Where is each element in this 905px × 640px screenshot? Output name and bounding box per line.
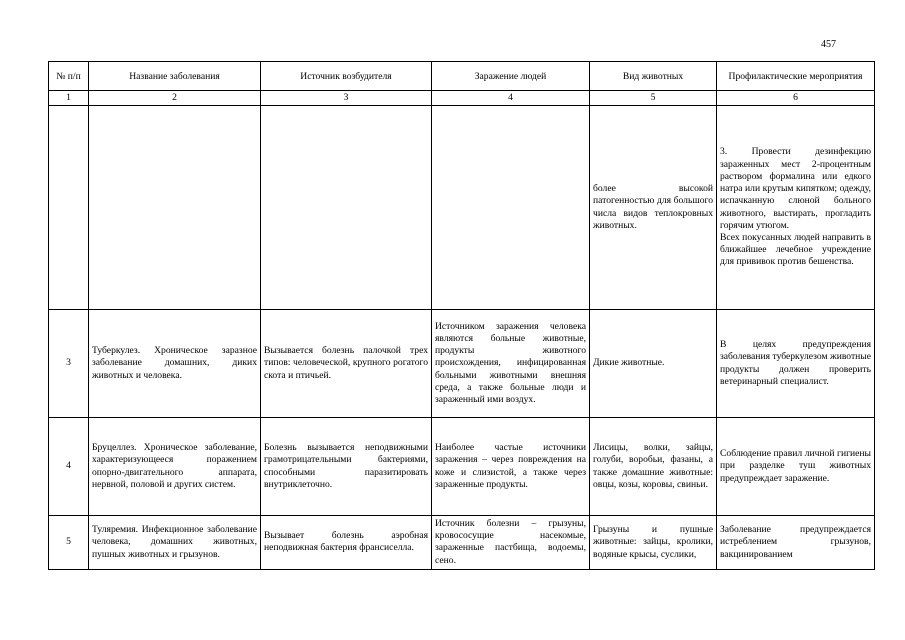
table-row — [49, 106, 875, 310]
row-number: 5 — [49, 516, 89, 570]
row-number: 4 — [49, 418, 89, 516]
disease-cell: Бруцеллез. Хроническое заболевание, характеризующееся поражением опорно-двигательного аппарата, нервной, половой и других систем. — [89, 418, 261, 516]
table-row — [49, 516, 875, 570]
header-number: № п/п — [49, 62, 89, 91]
source-cell: Болезнь вызывается неподвижными грамотрицательными бактериями, способными паразитировать внутриклеточно. — [261, 418, 432, 516]
animals-cell: Дикие животные. — [590, 310, 717, 418]
header-prevention: Профилактические мероприятия — [717, 62, 875, 91]
infection-cell: Источник болезни – грызуны, кровососущие насекомые, зараженные пастбища, водоемы, сено. — [432, 516, 590, 570]
prevention-cell: Заболевание предупреждается истреблением грызунов, вакцинированием — [717, 516, 875, 570]
prevention-cell: Соблюдение правил личной гигиены при разделке туш животных предупреждает заражение. — [717, 418, 875, 516]
disease-cell — [89, 106, 261, 310]
disease-table — [48, 61, 875, 570]
column-number: 6 — [717, 91, 875, 106]
prevention-cell — [717, 106, 875, 310]
prevention-paragraph: Всех покусанных людей направить в ближайшее лечебное учреждение для прививок против бешенства. — [720, 231, 871, 268]
column-number: 2 — [89, 91, 261, 106]
animals-cell: более высокой патогенностью для большого числа видов теплокровных животных. — [590, 106, 717, 310]
source-cell: Вызывается болезнь палочкой трех типов: человеческой, крупного рогатого скота и птичьей. — [261, 310, 432, 418]
page-number: 457 — [821, 39, 836, 50]
animals-cell: Лисицы, волки, зайцы, голуби, воробьи, фазаны, а также домашние животные: овцы, козы, коровы, свиньи. — [590, 418, 717, 516]
header-row — [49, 62, 875, 91]
header-animals: Вид животных — [590, 62, 717, 91]
row-number: 3 — [49, 310, 89, 418]
column-number-row — [49, 91, 875, 106]
prevention-paragraph: 3. Провести дезинфекцию зараженных мест 2-процентным раствором формалина или едкого натра или крутым кипятком; одежду, испачканную слюной больного животного, выстирать, прогладить горячим утюгом. — [720, 146, 871, 231]
header-disease: Название заболевания — [89, 62, 261, 91]
source-cell — [261, 106, 432, 310]
infection-cell: Источником заражения человека являются больные животные, продукты животного происхождения, инфицированная больными животными внешняя среда, а также больные люди и зараженный ими воздух. — [432, 310, 590, 418]
disease-cell: Туляремия. Инфекционное заболевание человека, домашних животных, пушных животных и грызунов. — [89, 516, 261, 570]
prevention-cell: В целях предупреждения заболевания туберкулезом животные продукты должен проверить ветеринарный специалист. — [717, 310, 875, 418]
header-source: Источник возбудителя — [261, 62, 432, 91]
column-number: 5 — [590, 91, 717, 106]
table-row — [49, 418, 875, 516]
row-number — [49, 106, 89, 310]
source-cell: Вызывает болезнь аэробная неподвижная бактерия франсиселла. — [261, 516, 432, 570]
animals-cell: Грызуны и пушные животные: зайцы, кролики, водяные крысы, суслики, — [590, 516, 717, 570]
table-row — [49, 310, 875, 418]
disease-cell: Туберкулез. Хроническое заразное заболевание домашних, диких животных и человека. — [89, 310, 261, 418]
column-number: 3 — [261, 91, 432, 106]
header-infection: Заражение людей — [432, 62, 590, 91]
infection-cell — [432, 106, 590, 310]
column-number: 1 — [49, 91, 89, 106]
column-number: 4 — [432, 91, 590, 106]
infection-cell: Наиболее частые источники заражения – через повреждения на коже и слизистой, а также через зараженные продукты. — [432, 418, 590, 516]
